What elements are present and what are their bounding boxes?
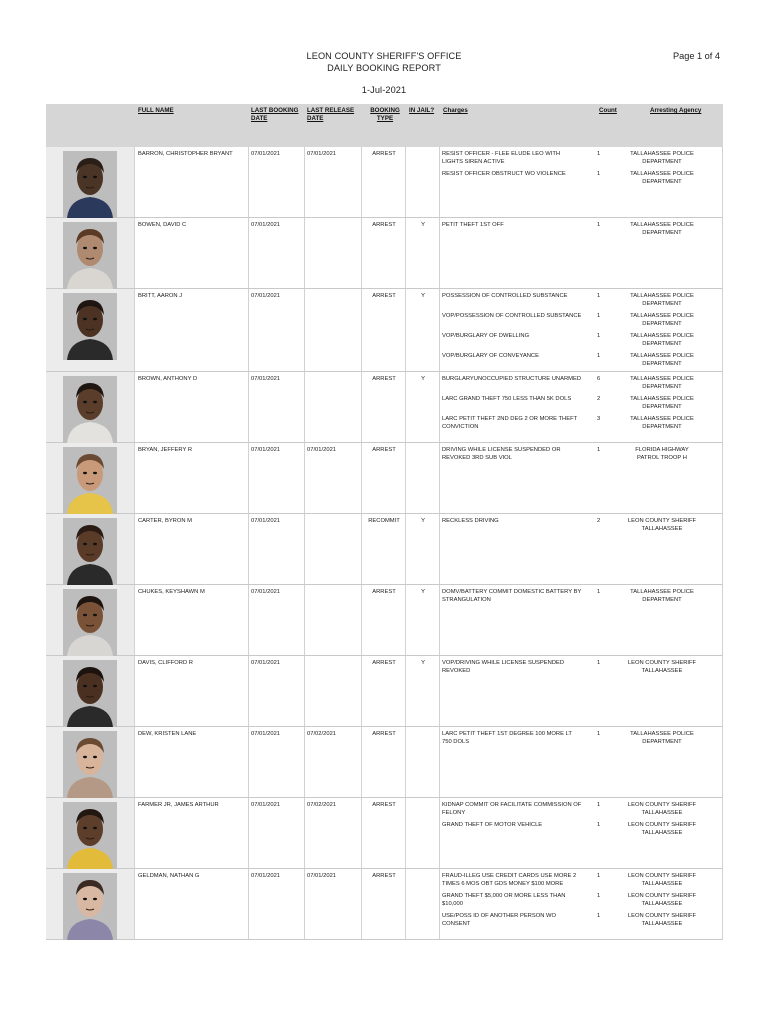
person-name: FARMER JR, JAMES ARTHUR xyxy=(138,802,219,808)
charges-list xyxy=(442,151,694,191)
photo-cell xyxy=(46,443,134,513)
charge-count: 1 xyxy=(597,151,601,157)
arresting-agency: TALLAHASSEE POLICE DEPARTMENT xyxy=(630,333,694,347)
mugshot-image xyxy=(63,518,117,585)
mugshot-image xyxy=(63,151,117,218)
table-row xyxy=(46,289,723,372)
photo-cell xyxy=(46,798,134,868)
report-date: 1-Jul-2021 xyxy=(361,85,407,95)
charge-count: 1 xyxy=(597,333,601,339)
person-name: BARRON, CHRISTOPHER BRYANT xyxy=(138,151,233,157)
in-jail-flag: Y xyxy=(421,222,425,228)
charges-list xyxy=(442,376,694,436)
charge-text: VOP/BURGLARY OF CONVEYANCE xyxy=(442,353,539,359)
person-name: GELDMAN, NATHAN G xyxy=(138,873,200,879)
charge-text: VOP/DRIVING WHILE LICENSE SUSPENDED REVOKED xyxy=(442,660,565,674)
photo-cell xyxy=(46,372,134,442)
photo-cell xyxy=(46,289,134,371)
charge-count: 1 xyxy=(597,731,601,737)
charge-text: DOMV/BATTERY COMMIT DOMESTIC BATTERY BY STRANGULATION xyxy=(442,589,582,603)
charge-item xyxy=(442,589,694,604)
charges-list xyxy=(442,222,694,242)
last-release-date: 07/01/2021 xyxy=(307,151,337,157)
arresting-agency: LEON COUNTY SHERIFF TALLAHASSEE xyxy=(627,802,697,816)
charges-list xyxy=(442,660,697,680)
in-jail-flag: Y xyxy=(421,376,425,382)
report-title: DAILY BOOKING REPORT xyxy=(327,63,441,73)
booking-type: ARREST xyxy=(372,151,396,157)
charge-item xyxy=(442,151,694,166)
arresting-agency: LEON COUNTY SHERIFF TALLAHASSEE xyxy=(627,913,697,927)
charge-text: FRAUD-ILLEG USE CREDIT CARDS USE MORE 2 TIMES 6 MOS OBT GDS MONEY $100 MORE xyxy=(442,873,577,887)
charge-text: DRIVING WHILE LICENSE SUSPENDED OR REVOKED 3RD SUB VIOL xyxy=(442,447,561,461)
photo-cell xyxy=(46,869,134,939)
charges-list xyxy=(442,731,694,751)
charge-count: 3 xyxy=(597,416,601,422)
charge-item xyxy=(442,893,697,908)
mugshot-image xyxy=(63,447,117,514)
table-row xyxy=(46,514,723,585)
mugshot-image xyxy=(63,589,117,656)
agency-title: LEON COUNTY SHERIFF'S OFFICE xyxy=(306,51,462,61)
last-booking-date: 07/01/2021 xyxy=(251,376,281,382)
charge-item xyxy=(442,518,697,533)
charge-count: 1 xyxy=(597,913,601,919)
charge-item xyxy=(442,447,688,462)
charges-list xyxy=(442,589,694,609)
charge-item xyxy=(442,416,694,431)
charge-count: 1 xyxy=(597,589,601,595)
table-header-row xyxy=(46,104,723,147)
table-row xyxy=(46,656,723,727)
booking-type: ARREST xyxy=(372,731,396,737)
charge-text: GRAND THEFT OF MOTOR VEHICLE xyxy=(442,822,543,828)
charge-text: BURGLARYUNOCCUPIED STRUCTURE UNARMED xyxy=(442,376,582,382)
person-name: DEW, KRISTEN LANE xyxy=(138,731,197,737)
charge-text: RECKLESS DRIVING xyxy=(442,518,499,524)
col-last-booking: LAST BOOKING DATE xyxy=(251,107,299,122)
last-release-date: 07/01/2021 xyxy=(307,447,337,453)
charge-count: 1 xyxy=(597,293,601,299)
charge-text: LARC PETIT THEFT 1ST DEGREE 100 MORE LT 750 DOLS xyxy=(442,731,572,745)
person-name: CARTER, BYRON M xyxy=(138,518,193,524)
person-name: BRITT, AARON J xyxy=(138,293,183,299)
charge-text: LARC GRAND THEFT 750 LESS THAN 5K DOLS xyxy=(442,396,572,402)
mugshot-image xyxy=(63,802,117,869)
in-jail-flag: Y xyxy=(421,293,425,299)
in-jail-flag: Y xyxy=(421,589,425,595)
charge-count: 1 xyxy=(597,873,601,879)
page-number: Page 1 of 4 xyxy=(673,51,720,61)
charge-count: 1 xyxy=(597,660,601,666)
charge-count: 2 xyxy=(597,518,601,524)
col-charges: Charges xyxy=(443,107,468,114)
booking-type: RECOMMIT xyxy=(368,518,400,524)
charge-count: 1 xyxy=(597,353,601,359)
person-name: BROWN, ANTHONY D xyxy=(138,376,198,382)
arresting-agency: TALLAHASSEE POLICE DEPARTMENT xyxy=(630,313,694,327)
charge-count: 1 xyxy=(597,893,601,899)
last-booking-date: 07/01/2021 xyxy=(251,660,281,666)
charge-count: 1 xyxy=(597,313,601,319)
photo-cell xyxy=(46,218,134,288)
in-jail-flag: Y xyxy=(421,660,425,666)
photo-cell xyxy=(46,147,134,217)
last-release-date: 07/02/2021 xyxy=(307,802,337,808)
charge-count: 1 xyxy=(597,802,601,808)
charge-item xyxy=(442,313,694,328)
table-body xyxy=(46,147,723,940)
in-jail-flag: Y xyxy=(421,518,425,524)
last-booking-date: 07/01/2021 xyxy=(251,731,281,737)
col-count: Count xyxy=(599,107,617,114)
arresting-agency: TALLAHASSEE POLICE DEPARTMENT xyxy=(630,222,694,236)
arresting-agency: FLORIDA HIGHWAY PATROL TROOP H xyxy=(635,447,689,461)
charges-list xyxy=(442,518,697,538)
person-name: BRYAN, JEFFERY R xyxy=(138,447,193,453)
charge-item xyxy=(442,660,697,675)
charge-text: VOP/BURGLARY OF DWELLING xyxy=(442,333,530,339)
last-booking-date: 07/01/2021 xyxy=(251,873,281,879)
col-booking-type: BOOKING TYPE xyxy=(370,107,400,122)
arresting-agency: TALLAHASSEE POLICE DEPARTMENT xyxy=(630,353,694,367)
charge-item xyxy=(442,802,697,817)
mugshot-image xyxy=(63,222,117,289)
photo-cell xyxy=(46,514,134,584)
arresting-agency: LEON COUNTY SHERIFF TALLAHASSEE xyxy=(627,822,697,836)
last-booking-date: 07/01/2021 xyxy=(251,589,281,595)
charge-count: 2 xyxy=(597,396,601,402)
table-row xyxy=(46,218,723,289)
last-booking-date: 07/01/2021 xyxy=(251,802,281,808)
arresting-agency: TALLAHASSEE POLICE DEPARTMENT xyxy=(630,171,694,185)
arresting-agency: LEON COUNTY SHERIFF TALLAHASSEE xyxy=(627,873,697,887)
mugshot-image xyxy=(63,660,117,727)
charge-text: RESIST OFFICER OBSTRUCT WO VIOLENCE xyxy=(442,171,566,177)
booking-type: ARREST xyxy=(372,589,396,595)
last-booking-date: 07/01/2021 xyxy=(251,518,281,524)
photo-cell xyxy=(46,727,134,797)
charge-item xyxy=(442,913,697,928)
table-row xyxy=(46,147,723,218)
col-full-name: FULL NAME xyxy=(138,107,174,114)
photo-cell xyxy=(46,656,134,726)
charge-item xyxy=(442,222,694,237)
booking-type: ARREST xyxy=(372,222,396,228)
booking-type: ARREST xyxy=(372,873,396,879)
arresting-agency: TALLAHASSEE POLICE DEPARTMENT xyxy=(630,293,694,307)
charge-text: PETIT THEFT 1ST OFF xyxy=(442,222,504,228)
charge-item xyxy=(442,353,694,368)
charges-list xyxy=(442,802,697,842)
last-booking-date: 07/01/2021 xyxy=(251,222,281,228)
charge-text: LARC PETIT THEFT 2ND DEG 2 OR MORE THEFT CONVICTION xyxy=(442,416,578,430)
last-booking-date: 07/01/2021 xyxy=(251,447,281,453)
table-row xyxy=(46,869,723,940)
arresting-agency: TALLAHASSEE POLICE DEPARTMENT xyxy=(630,151,694,165)
arresting-agency: TALLAHASSEE POLICE DEPARTMENT xyxy=(630,731,694,745)
arresting-agency: TALLAHASSEE POLICE DEPARTMENT xyxy=(630,416,694,430)
charge-text: USE/POSS ID OF ANOTHER PERSON WO CONSENT xyxy=(442,913,557,927)
arresting-agency: LEON COUNTY SHERIFF TALLAHASSEE xyxy=(627,893,697,907)
table-row xyxy=(46,727,723,798)
booking-type: ARREST xyxy=(372,802,396,808)
col-in-jail: IN JAIL? xyxy=(409,107,435,114)
arresting-agency: LEON COUNTY SHERIFF TALLAHASSEE xyxy=(627,518,697,532)
table-row xyxy=(46,443,723,514)
arresting-agency: TALLAHASSEE POLICE DEPARTMENT xyxy=(630,396,694,410)
mugshot-image xyxy=(63,376,117,443)
arresting-agency: TALLAHASSEE POLICE DEPARTMENT xyxy=(630,376,694,390)
charge-text: KIDNAP COMMIT OR FACILITATE COMMISSION OF FELONY xyxy=(442,802,582,816)
photo-cell xyxy=(46,585,134,655)
booking-type: ARREST xyxy=(372,293,396,299)
mugshot-image xyxy=(63,293,117,360)
charge-count: 6 xyxy=(597,376,601,382)
charges-list xyxy=(442,873,697,933)
charge-item xyxy=(442,822,697,837)
charge-text: VOP/POSSESSION OF CONTROLLED SUBSTANCE xyxy=(442,313,582,319)
mugshot-image xyxy=(63,873,117,940)
last-release-date: 07/01/2021 xyxy=(307,873,337,879)
arresting-agency: LEON COUNTY SHERIFF TALLAHASSEE xyxy=(627,660,697,674)
last-release-date: 07/02/2021 xyxy=(307,731,337,737)
charges-list xyxy=(442,293,694,373)
arresting-agency: TALLAHASSEE POLICE DEPARTMENT xyxy=(630,589,694,603)
last-booking-date: 07/01/2021 xyxy=(251,151,281,157)
charge-item xyxy=(442,293,694,308)
charge-text: POSSESSION OF CONTROLLED SUBSTANCE xyxy=(442,293,568,299)
charge-item xyxy=(442,171,694,186)
charge-text: RESIST OFFICER - FLEE ELUDE LEO WITH LIGHTS SIREN ACTIVE xyxy=(442,151,561,165)
charge-item xyxy=(442,376,694,391)
mugshot-image xyxy=(63,731,117,798)
booking-type: ARREST xyxy=(372,660,396,666)
charge-count: 1 xyxy=(597,171,601,177)
charge-text: GRAND THEFT $5,000 OR MORE LESS THAN $10,000 xyxy=(442,893,566,907)
table-row xyxy=(46,585,723,656)
person-name: BOWEN, DAVID C xyxy=(138,222,187,228)
col-last-release: LAST RELEASE DATE xyxy=(307,107,355,122)
person-name: DAVIS, CLIFFORD R xyxy=(138,660,193,666)
charge-item xyxy=(442,396,694,411)
last-booking-date: 07/01/2021 xyxy=(251,293,281,299)
booking-table xyxy=(46,104,723,940)
charge-count: 1 xyxy=(597,447,601,453)
charge-item xyxy=(442,731,694,746)
person-name: CHUKES, KEYSHAWN M xyxy=(138,589,205,595)
booking-type: ARREST xyxy=(372,376,396,382)
charge-count: 1 xyxy=(597,222,601,228)
table-row xyxy=(46,798,723,869)
charges-list xyxy=(442,447,688,467)
charge-item xyxy=(442,333,694,348)
table-row xyxy=(46,372,723,443)
booking-type: ARREST xyxy=(372,447,396,453)
charge-count: 1 xyxy=(597,822,601,828)
col-arresting-agency: Arresting Agency xyxy=(650,107,702,114)
charge-item xyxy=(442,873,697,888)
